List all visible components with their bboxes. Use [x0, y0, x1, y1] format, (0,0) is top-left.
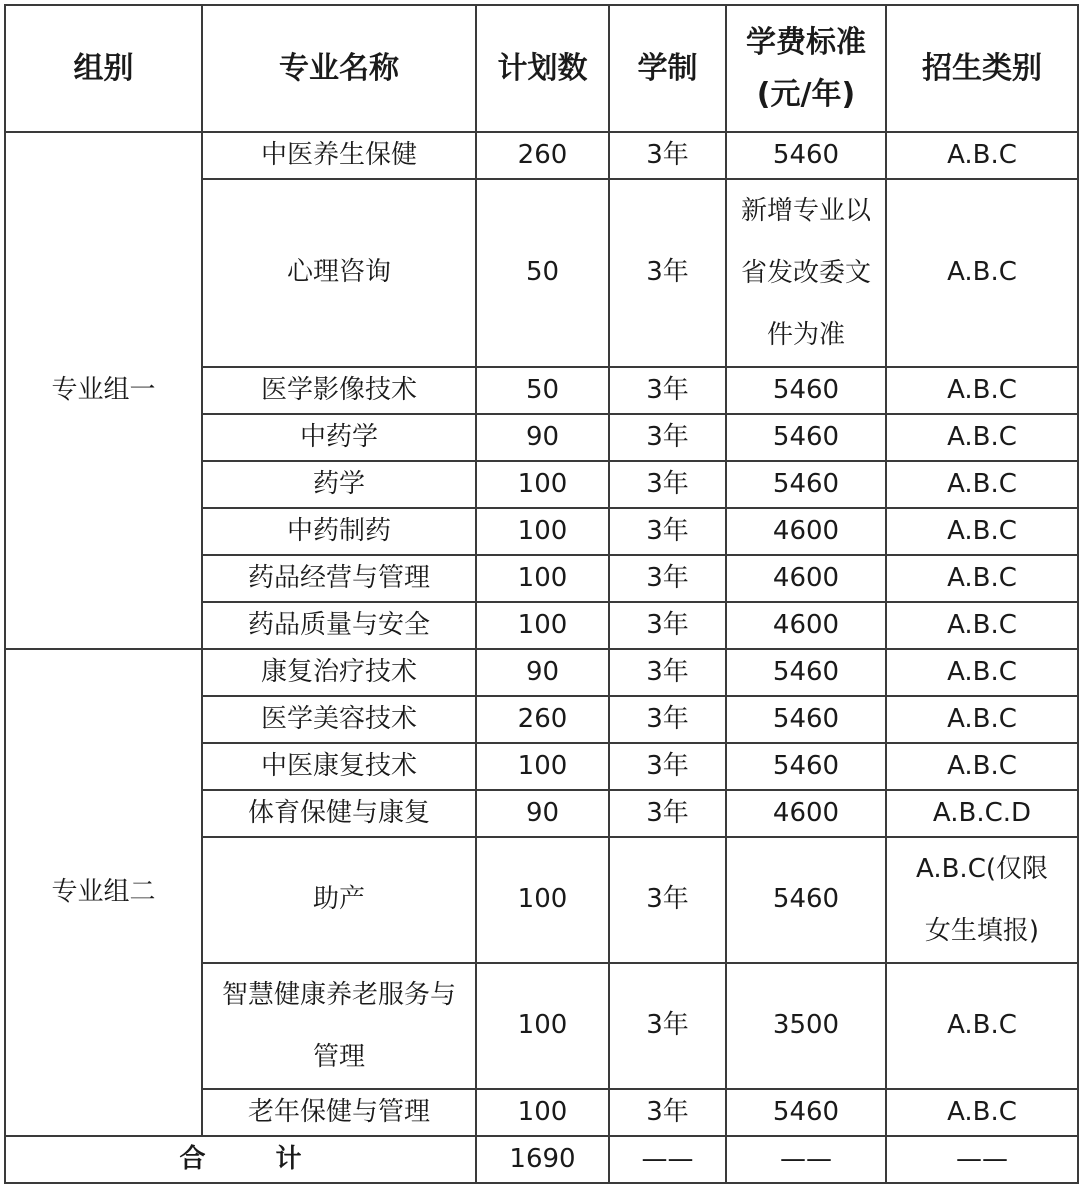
category-cell: A.B.C — [886, 132, 1078, 179]
major-cell: 医学影像技术 — [202, 367, 476, 414]
header-fee — [726, 5, 886, 132]
plan-cell: 100 — [476, 555, 609, 602]
total-duration-cell: —— — [609, 1136, 726, 1183]
major-cell: 心理咨询 — [202, 179, 476, 367]
fee-cell: 5460 — [726, 837, 886, 963]
category-cell: A.B.C — [886, 555, 1078, 602]
category-cell: A.B.C — [886, 367, 1078, 414]
group-cell-one: 专业组一 — [5, 132, 202, 649]
plan-cell: 100 — [476, 508, 609, 555]
fee-cell: 5460 — [726, 696, 886, 743]
fee-cell-note — [726, 179, 886, 367]
category-cell: A.B.C — [886, 963, 1078, 1089]
category-cell: A.B.C — [886, 696, 1078, 743]
category-cell-note — [886, 837, 1078, 963]
duration-cell: 3年 — [609, 461, 726, 508]
duration-cell: 3年 — [609, 837, 726, 963]
header-duration: 学制 — [609, 5, 726, 132]
major-cell: 药品经营与管理 — [202, 555, 476, 602]
major-cell: 中医养生保健 — [202, 132, 476, 179]
major-cell: 老年保健与管理 — [202, 1089, 476, 1136]
total-category-cell: —— — [886, 1136, 1078, 1183]
major-cell: 医学美容技术 — [202, 696, 476, 743]
major-cell: 中药学 — [202, 414, 476, 461]
category-cell: A.B.C — [886, 508, 1078, 555]
header-fee-line2: (元/年) — [756, 76, 856, 112]
fee-cell: 4600 — [726, 508, 886, 555]
duration-cell: 3年 — [609, 1089, 726, 1136]
fee-note-line: 件为准 — [766, 320, 845, 350]
header-group: 组别 — [5, 5, 202, 132]
major-line: 管理 — [312, 1042, 365, 1072]
plan-cell: 90 — [476, 790, 609, 837]
category-cell: A.B.C.D — [886, 790, 1078, 837]
major-cell-multiline — [202, 963, 476, 1089]
major-cell: 体育保健与康复 — [202, 790, 476, 837]
duration-cell: 3年 — [609, 132, 726, 179]
fee-cell: 5460 — [726, 1089, 886, 1136]
plan-cell: 100 — [476, 963, 609, 1089]
plan-cell: 50 — [476, 367, 609, 414]
duration-cell: 3年 — [609, 414, 726, 461]
plan-cell: 100 — [476, 602, 609, 649]
plan-cell: 50 — [476, 179, 609, 367]
header-category: 招生类别 — [886, 5, 1078, 132]
category-cell: A.B.C — [886, 743, 1078, 790]
fee-cell: 4600 — [726, 602, 886, 649]
category-note-line: A.B.C(仅限 — [916, 854, 1048, 884]
duration-cell: 3年 — [609, 555, 726, 602]
major-cell: 助产 — [202, 837, 476, 963]
fee-cell: 5460 — [726, 414, 886, 461]
table-row — [5, 132, 1078, 179]
table-row — [5, 649, 1078, 696]
fee-cell: 5460 — [726, 132, 886, 179]
enrollment-plan-table — [4, 4, 1079, 1184]
total-row — [5, 1136, 1078, 1183]
duration-cell: 3年 — [609, 743, 726, 790]
duration-cell: 3年 — [609, 790, 726, 837]
category-cell: A.B.C — [886, 414, 1078, 461]
total-label-b: 计 — [275, 1143, 302, 1174]
total-label-a: 合 — [179, 1143, 206, 1174]
plan-cell: 100 — [476, 461, 609, 508]
fee-note-line: 新增专业以 — [740, 196, 871, 226]
fee-cell: 5460 — [726, 743, 886, 790]
plan-cell: 100 — [476, 1089, 609, 1136]
fee-cell: 5460 — [726, 649, 886, 696]
fee-cell: 5460 — [726, 367, 886, 414]
category-cell: A.B.C — [886, 179, 1078, 367]
duration-cell: 3年 — [609, 602, 726, 649]
major-cell: 中药制药 — [202, 508, 476, 555]
group-cell-two: 专业组二 — [5, 649, 202, 1136]
plan-cell: 260 — [476, 696, 609, 743]
fee-cell: 5460 — [726, 461, 886, 508]
fee-cell: 3500 — [726, 963, 886, 1089]
major-cell: 康复治疗技术 — [202, 649, 476, 696]
plan-cell: 100 — [476, 743, 609, 790]
header-plan: 计划数 — [476, 5, 609, 132]
duration-cell: 3年 — [609, 696, 726, 743]
duration-cell: 3年 — [609, 649, 726, 696]
duration-cell: 3年 — [609, 508, 726, 555]
total-fee-cell: —— — [726, 1136, 886, 1183]
duration-cell: 3年 — [609, 963, 726, 1089]
category-note-line: 女生填报) — [924, 916, 1040, 946]
major-cell: 药品质量与安全 — [202, 602, 476, 649]
category-cell: A.B.C — [886, 602, 1078, 649]
fee-cell: 4600 — [726, 555, 886, 602]
major-cell: 药学 — [202, 461, 476, 508]
duration-cell: 3年 — [609, 367, 726, 414]
major-cell: 中医康复技术 — [202, 743, 476, 790]
header-fee-line1: 学费标准 — [746, 24, 866, 60]
header-major: 专业名称 — [202, 5, 476, 132]
category-cell: A.B.C — [886, 1089, 1078, 1136]
plan-cell: 90 — [476, 649, 609, 696]
table-header-row — [5, 5, 1078, 132]
total-label — [5, 1136, 476, 1183]
category-cell: A.B.C — [886, 649, 1078, 696]
plan-cell: 100 — [476, 837, 609, 963]
duration-cell: 3年 — [609, 179, 726, 367]
total-plan-cell: 1690 — [476, 1136, 609, 1183]
plan-cell: 260 — [476, 132, 609, 179]
major-line: 智慧健康养老服务与 — [221, 980, 456, 1010]
plan-cell: 90 — [476, 414, 609, 461]
fee-cell: 4600 — [726, 790, 886, 837]
fee-note-line: 省发改委文 — [740, 258, 871, 288]
category-cell: A.B.C — [886, 461, 1078, 508]
